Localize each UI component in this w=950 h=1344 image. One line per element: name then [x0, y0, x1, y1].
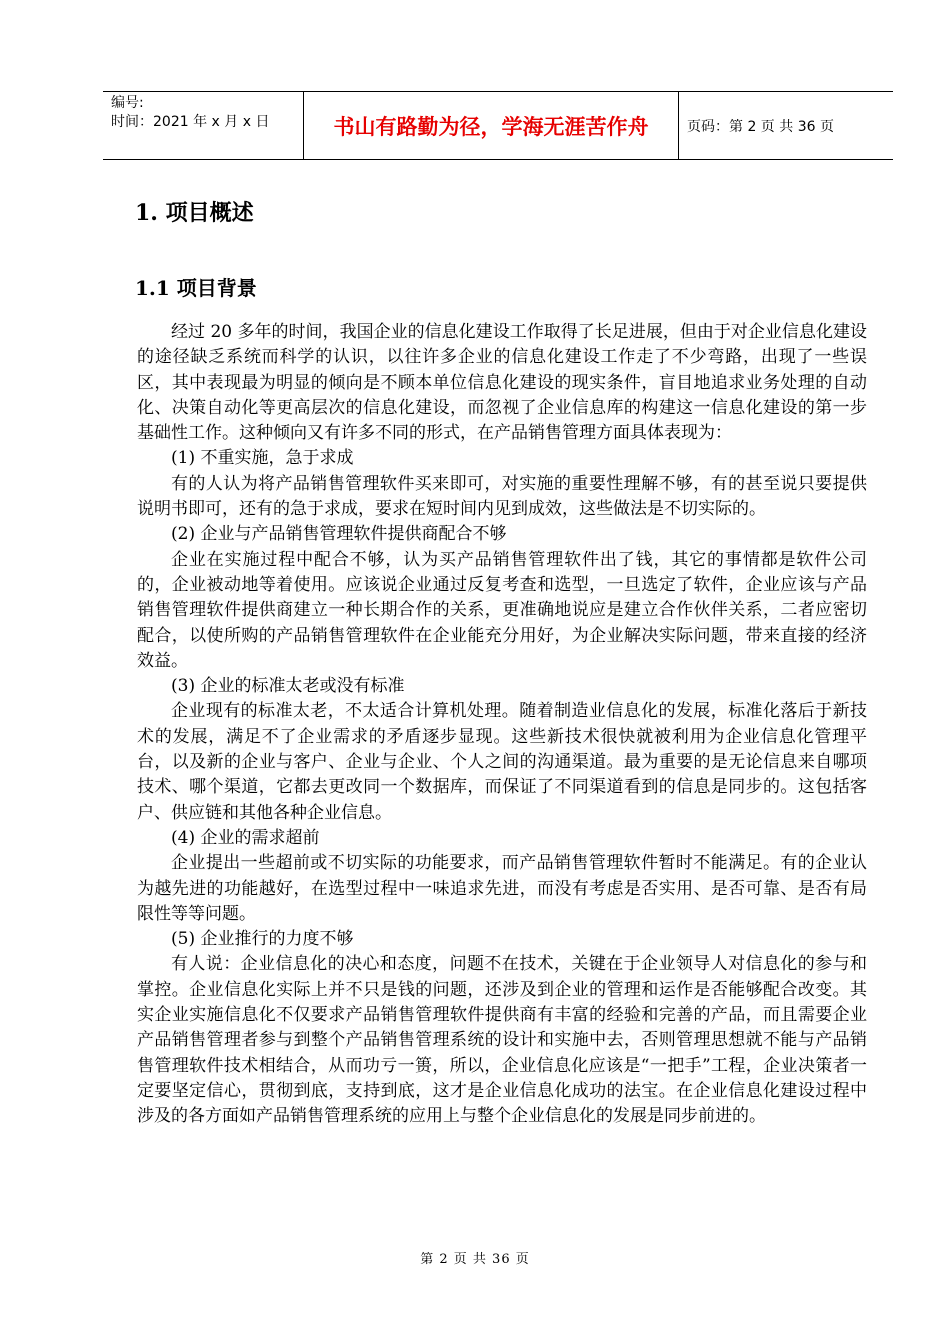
- item-1-text: 有的人认为将产品销售管理软件买来即可，对实施的重要性理解不够，有的甚至说只要提供说明书即可，还有的急于求成，要求在短时间内见到成效，这些做法是不切实际的。: [137, 473, 867, 520]
- item-3-text: 企业现有的标准太老，不太适合计算机处理。随着制造业信息化的发展，标准化落后于新技术的发展，满足不了企业需求的矛盾逐步显现。这些新技术很快就被利用为企业信息化管理平台，以及新的企业与客户、企业与企业、个人之间的沟通渠道。最为重要的是无论信息来自哪项技术、哪个渠道，它都去更改同一个数据库，而保证了不同渠道看到的信息是同步的。这包括客户、供应链和其他各种企业信息。: [137, 701, 867, 823]
- header-page-info: 页码：第 2 页 共 36 页: [687, 118, 834, 135]
- item-1-title: (1) 不重实施，急于求成: [171, 448, 354, 469]
- number-label: 编号:: [111, 95, 144, 111]
- header-meta: [103, 92, 304, 159]
- item-5-title: (5) 企业推行的力度不够: [171, 929, 354, 950]
- page-footer: 第 2 页 共 36 页: [420, 1252, 530, 1267]
- item-4-text: 企业提出一些超前或不切实际的功能要求，而产品销售管理软件暂时不能满足。有的企业认为越先进的功能越好，在选型过程中一味追求先进，而没有考虑是否实用、是否可靠、是否有局限性等等问题。: [137, 853, 867, 924]
- document-header: [103, 91, 893, 160]
- item-3-title: (3) 企业的标准太老或没有标准: [171, 676, 405, 697]
- item-2-text: 企业在实施过程中配合不够，认为买产品销售管理软件出了钱，其它的事情都是软件公司的，企业被动地等着使用。应该说企业通过反复考查和选型，一旦选定了软件，企业应该与产品销售管理软件提供商建立一种长期合作的关系，更准确地说应是建立合作伙伴关系，二者应密切配合，以使所购的产品销售管理软件在企业能充分用好，为企业解决实际问题，带来直接的经济效益。: [137, 549, 867, 671]
- item-5-text: 有人说：企业信息化的决心和态度，问题不在技术，关键在于企业领导人对信息化的参与和掌控。企业信息化实际上并不只是钱的问题，还涉及到企业的管理和运作是否能够配合改变。其实企业实施信息化不仅要求产品销售管理软件提供商有丰富的经验和完善的产品，而且需要企业产品销售管理者参与到整个产品销售管理系统的设计和实施中去，否则管理思想就不能与产品销售管理软件技术相结合，从而功亏一篑，所以，企业信息化应该是“一把手”工程，企业决策者一定要坚定信心，贯彻到底，支持到底，这才是企业信息化成功的法宝。在企业信息化建设过程中涉及的各方面如产品销售管理系统的应用上与整个企业信息化的发展是同步前进的。: [137, 954, 867, 1127]
- intro-paragraph: 经过 20 多年的时间，我国企业的信息化建设工作取得了长足进展，但由于对企业信息化建设的途径缺乏系统而科学的认识，以往许多企业的信息化建设工作走了不少弯路，出现了一些误区，其中表现最为明显的倾向是不顾本单位信息化建设的现实条件，盲目地追求业务处理的自动化、决策自动化等更高层次的信息化建设，而忽视了企业信息库的构建这一信息化建设的第一步基础性工作。这种倾向又有许多不同的形式，在产品销售管理方面具体表现为：: [137, 322, 867, 444]
- section-heading: 1. 项目概述: [135, 200, 254, 226]
- header-motto: 书山有路勤为径，学海无涯苦作舟: [304, 92, 679, 159]
- document-body: [137, 320, 867, 1130]
- item-4-title: (4) 企业的需求超前: [171, 827, 320, 848]
- subsection-heading: 1.1 项目背景: [135, 276, 257, 300]
- item-2-title: (2) 企业与产品销售管理软件提供商配合不够: [171, 524, 507, 545]
- time-label: 时间：2021 年 x 月 x 日: [111, 114, 270, 130]
